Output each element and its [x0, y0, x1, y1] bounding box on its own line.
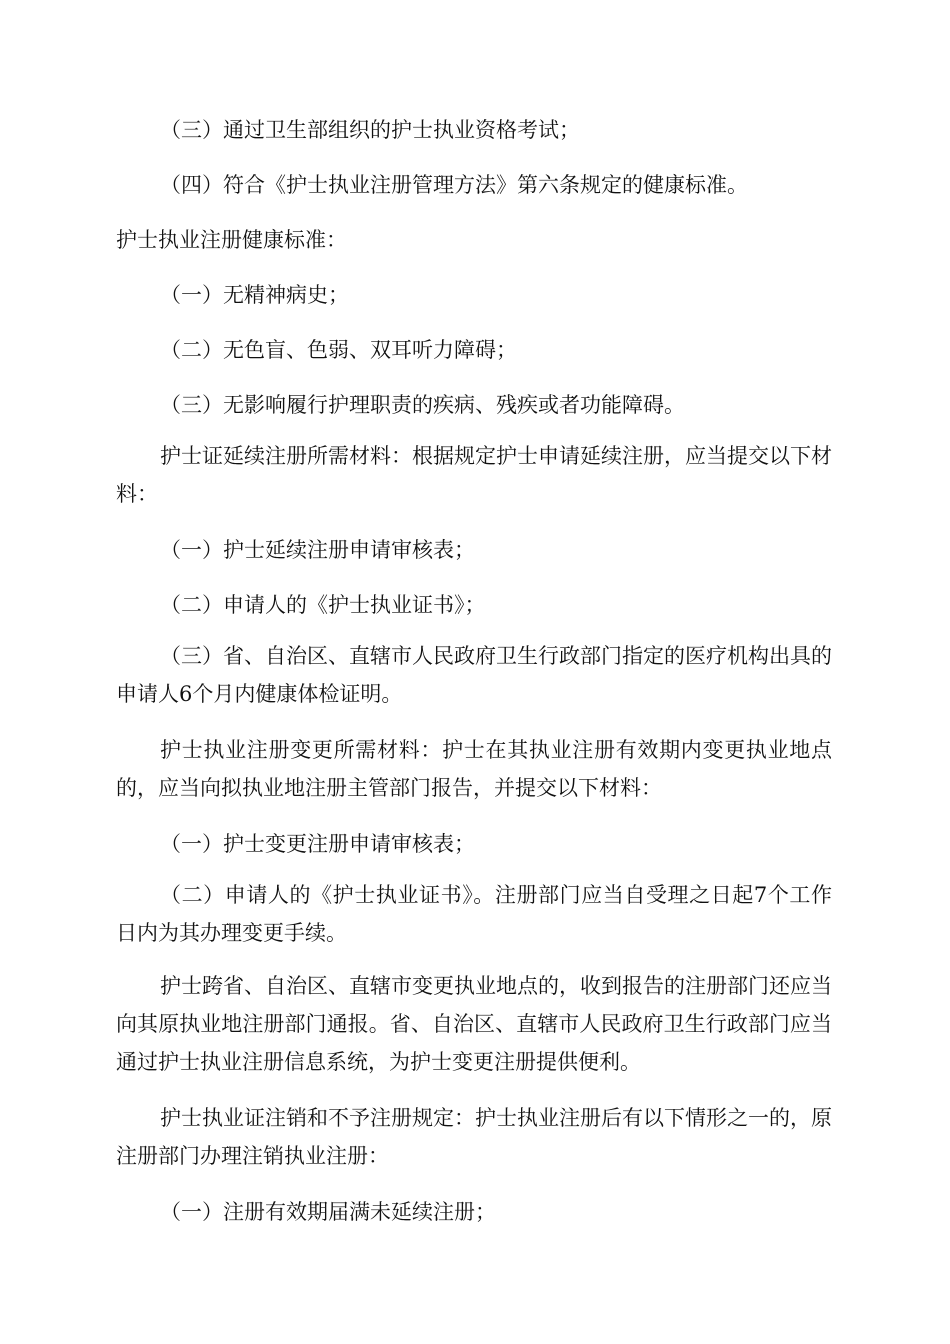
health-item-2: （二）无色盲、色弱、双耳听力障碍； — [160, 338, 517, 362]
paragraph-item-4: （四）符合《护士执业注册管理方法》第六条规定的健康标准。 — [160, 173, 748, 197]
renewal-item-1: （一）护士延续注册申请审核表； — [160, 538, 475, 562]
section-heading-health-standard: 护士执业注册健康标准： — [116, 228, 347, 252]
cross-province-paragraph: 护士跨省、自治区、直辖市变更执业地点的，收到报告的注册部门还应当向其原执业地注册部门通报。省、自治区、直辖市人民政府卫生行政部门应当通过护士执业注册信息系统，为护士变更注册提供便利。 — [116, 974, 832, 1074]
cancellation-item-1: （一）注册有效期届满未延续注册； — [160, 1200, 496, 1224]
cancellation-intro-paragraph: 护士执业证注销和不予注册规定：护士执业注册后有以下情形之一的，原注册部门办理注销执业注册： — [116, 1106, 832, 1168]
change-item-2: （二）申请人的《护士执业证书》。注册部门应当自受理之日起7个工作日内为其办理变更手续。 — [116, 883, 832, 945]
change-item-1: （一）护士变更注册申请审核表； — [160, 832, 475, 856]
health-item-1: （一）无精神病史； — [160, 283, 349, 307]
renewal-item-3: （三）省、自治区、直辖市人民政府卫生行政部门指定的医疗机构出具的申请人6个月内健康体检证明。 — [116, 644, 832, 706]
paragraph-item-3: （三）通过卫生部组织的护士执业资格考试； — [160, 118, 580, 142]
renewal-intro-paragraph: 护士证延续注册所需材料：根据规定护士申请延续注册，应当提交以下材料： — [116, 444, 832, 506]
renewal-item-2: （二）申请人的《护士执业证书》； — [160, 593, 486, 617]
health-item-3: （三）无影响履行护理职责的疾病、残疾或者功能障碍。 — [160, 393, 685, 417]
change-intro-paragraph: 护士执业注册变更所需材料：护士在其执业注册有效期内变更执业地点的，应当向拟执业地注册主管部门报告，并提交以下材料： — [116, 738, 832, 800]
